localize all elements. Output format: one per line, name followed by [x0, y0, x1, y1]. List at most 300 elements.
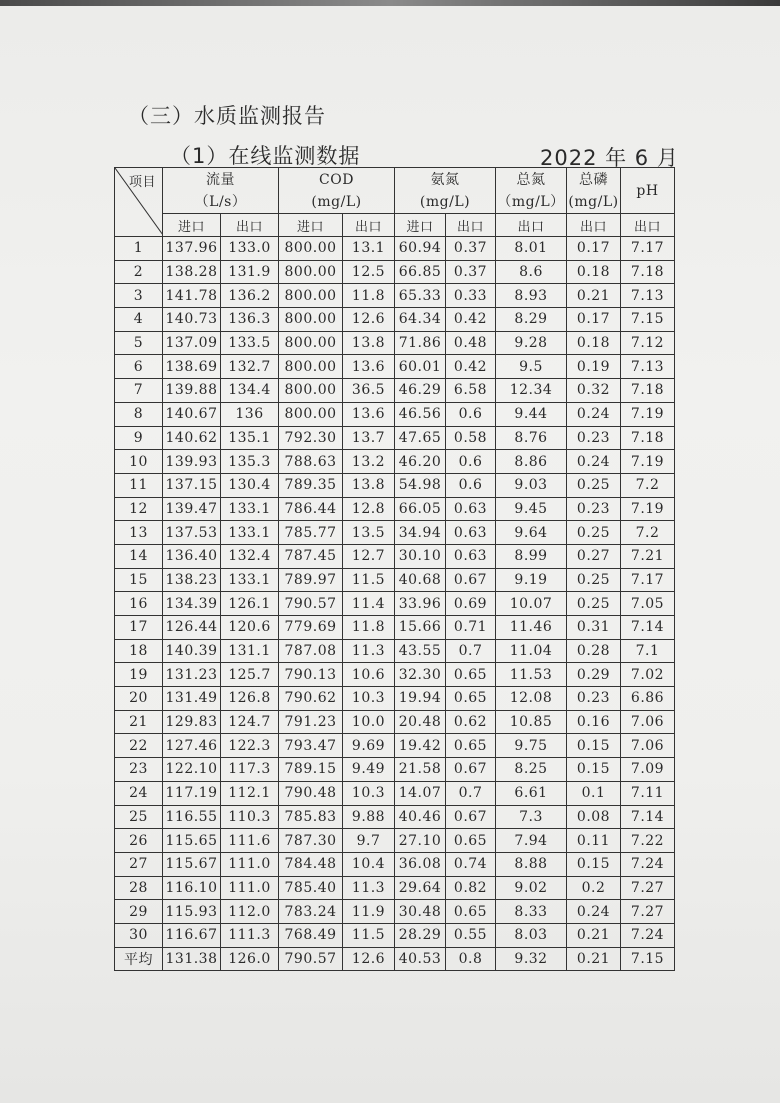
cell-nh3-in: 40.53 — [395, 947, 446, 971]
table-row — [115, 592, 675, 616]
cell-cod-out: 12.8 — [343, 497, 395, 521]
cell-cod-in: 787.30 — [279, 829, 343, 853]
cell-day: 20 — [115, 687, 163, 711]
cell-cod-out: 11.8 — [343, 616, 395, 640]
corner-label-item: 项目 — [128, 175, 156, 190]
cell-tn: 8.01 — [496, 237, 567, 261]
cell-ph: 7.19 — [621, 450, 675, 474]
cell-flow-in: 139.47 — [163, 497, 221, 521]
cell-nh3-out: 0.63 — [446, 497, 496, 521]
table-row — [115, 497, 675, 521]
cell-ph: 7.12 — [621, 331, 675, 355]
cell-tp: 0.28 — [567, 639, 621, 663]
cell-flow-out: 132.4 — [221, 544, 279, 568]
cell-tn: 8.25 — [496, 758, 567, 782]
tn-outlet-header: 出口 — [496, 214, 567, 237]
cell-cod-in: 790.57 — [279, 947, 343, 971]
cell-ph: 7.13 — [621, 355, 675, 379]
table-row — [115, 379, 675, 403]
cell-cod-out: 11.3 — [343, 876, 395, 900]
cell-flow-out: 111.3 — [221, 923, 279, 947]
cell-flow-out: 126.1 — [221, 592, 279, 616]
cell-flow-in: 131.23 — [163, 663, 221, 687]
cell-ph: 7.19 — [621, 497, 675, 521]
cell-flow-out: 134.4 — [221, 379, 279, 403]
cell-nh3-in: 47.65 — [395, 426, 446, 450]
cell-flow-out: 136 — [221, 402, 279, 426]
table-body — [115, 168, 675, 971]
cell-tn: 8.88 — [496, 852, 567, 876]
cell-nh3-in: 40.68 — [395, 568, 446, 592]
cell-flow-out: 132.7 — [221, 355, 279, 379]
cell-cod-in: 800.00 — [279, 355, 343, 379]
cell-day: 23 — [115, 758, 163, 782]
cell-flow-out: 131.9 — [221, 260, 279, 284]
cell-nh3-out: 0.7 — [446, 781, 496, 805]
cell-flow-in: 140.62 — [163, 426, 221, 450]
cell-tn: 9.03 — [496, 473, 567, 497]
cell-cod-in: 800.00 — [279, 237, 343, 261]
ph-header: pH — [621, 168, 675, 214]
cell-cod-in: 768.49 — [279, 923, 343, 947]
cell-flow-out: 126.0 — [221, 947, 279, 971]
cell-nh3-out: 0.37 — [446, 237, 496, 261]
cell-tp: 0.15 — [567, 758, 621, 782]
cell-cod-out: 13.6 — [343, 402, 395, 426]
cell-tp: 0.2 — [567, 876, 621, 900]
cell-tn: 11.46 — [496, 616, 567, 640]
cell-tn: 9.45 — [496, 497, 567, 521]
cell-nh3-out: 0.48 — [446, 331, 496, 355]
cell-flow-in: 131.38 — [163, 947, 221, 971]
corner-header-cell — [115, 168, 163, 237]
cell-tp: 0.24 — [567, 402, 621, 426]
cell-flow-out: 133.5 — [221, 331, 279, 355]
cell-flow-in: 140.73 — [163, 308, 221, 332]
cell-nh3-out: 0.65 — [446, 829, 496, 853]
cell-tp: 0.17 — [567, 308, 621, 332]
cell-flow-in: 137.53 — [163, 521, 221, 545]
cell-day: 13 — [115, 521, 163, 545]
cell-nh3-in: 30.48 — [395, 900, 446, 924]
cell-tp: 0.18 — [567, 331, 621, 355]
cell-cod-in: 789.97 — [279, 568, 343, 592]
cell-ph: 7.11 — [621, 781, 675, 805]
cell-nh3-out: 0.71 — [446, 616, 496, 640]
cell-ph: 7.15 — [621, 947, 675, 971]
cell-flow-in: 127.46 — [163, 734, 221, 758]
cell-day: 3 — [115, 284, 163, 308]
cell-nh3-in: 71.86 — [395, 331, 446, 355]
cell-tp: 0.27 — [567, 544, 621, 568]
cell-flow-out: 135.3 — [221, 450, 279, 474]
flow-unit: （L/s） — [194, 193, 247, 210]
cell-day: 18 — [115, 639, 163, 663]
table-row — [115, 923, 675, 947]
cell-nh3-out: 0.65 — [446, 663, 496, 687]
cell-ph: 7.19 — [621, 402, 675, 426]
cell-cod-in: 790.57 — [279, 592, 343, 616]
cell-cod-in: 787.08 — [279, 639, 343, 663]
cell-ph: 7.17 — [621, 237, 675, 261]
cell-tp: 0.18 — [567, 260, 621, 284]
cell-tn: 8.76 — [496, 426, 567, 450]
cell-cod-out: 13.2 — [343, 450, 395, 474]
cell-nh3-in: 36.08 — [395, 852, 446, 876]
cell-cod-in: 790.13 — [279, 663, 343, 687]
cell-nh3-in: 54.98 — [395, 473, 446, 497]
cell-flow-in: 141.78 — [163, 284, 221, 308]
tp-outlet-header: 出口 — [567, 214, 621, 237]
ammonia-header — [395, 168, 496, 214]
table-row — [115, 734, 675, 758]
cell-cod-in: 784.48 — [279, 852, 343, 876]
cell-nh3-out: 0.6 — [446, 473, 496, 497]
cell-nh3-in: 32.30 — [395, 663, 446, 687]
cell-tp: 0.15 — [567, 734, 621, 758]
cell-flow-out: 112.1 — [221, 781, 279, 805]
cell-day: 15 — [115, 568, 163, 592]
cell-ph: 7.06 — [621, 710, 675, 734]
cell-day: 30 — [115, 923, 163, 947]
cell-cod-out: 12.6 — [343, 947, 395, 971]
cell-cod-out: 13.6 — [343, 355, 395, 379]
cell-tn: 9.28 — [496, 331, 567, 355]
cell-ph: 7.2 — [621, 521, 675, 545]
cell-flow-in: 129.83 — [163, 710, 221, 734]
cell-tn: 8.99 — [496, 544, 567, 568]
table-row — [115, 900, 675, 924]
cell-nh3-in: 15.66 — [395, 616, 446, 640]
cell-nh3-out: 0.6 — [446, 402, 496, 426]
ammonia-outlet-header: 出口 — [446, 214, 496, 237]
cell-tn: 9.5 — [496, 355, 567, 379]
table-row — [115, 521, 675, 545]
cell-flow-in: 131.49 — [163, 687, 221, 711]
cell-cod-out: 13.1 — [343, 237, 395, 261]
cell-ph: 7.27 — [621, 876, 675, 900]
cell-day: 24 — [115, 781, 163, 805]
cell-nh3-in: 30.10 — [395, 544, 446, 568]
table-row — [115, 710, 675, 734]
cell-flow-out: 133.1 — [221, 568, 279, 592]
cell-flow-out: 130.4 — [221, 473, 279, 497]
cell-day: 16 — [115, 592, 163, 616]
cell-nh3-in: 40.46 — [395, 805, 446, 829]
cell-day: 6 — [115, 355, 163, 379]
cell-flow-in: 116.67 — [163, 923, 221, 947]
cell-flow-out: 125.7 — [221, 663, 279, 687]
cell-ph: 7.18 — [621, 260, 675, 284]
cell-flow-in: 136.40 — [163, 544, 221, 568]
cell-tn: 8.6 — [496, 260, 567, 284]
cell-tp: 0.16 — [567, 710, 621, 734]
cell-flow-out: 133.1 — [221, 497, 279, 521]
cell-cod-out: 10.0 — [343, 710, 395, 734]
cell-day: 4 — [115, 308, 163, 332]
cell-ph: 6.86 — [621, 687, 675, 711]
cell-ph: 7.02 — [621, 663, 675, 687]
cell-nh3-out: 0.42 — [446, 355, 496, 379]
cell-nh3-out: 0.33 — [446, 284, 496, 308]
cell-tn: 7.94 — [496, 829, 567, 853]
cell-tp: 0.23 — [567, 497, 621, 521]
cell-day: 9 — [115, 426, 163, 450]
cell-tn: 12.08 — [496, 687, 567, 711]
report-date: 2022 年 6 月 — [540, 146, 679, 170]
cell-nh3-in: 46.56 — [395, 402, 446, 426]
cell-tn: 6.61 — [496, 781, 567, 805]
cell-tn: 7.3 — [496, 805, 567, 829]
cell-day: 17 — [115, 616, 163, 640]
flow-header — [163, 168, 279, 214]
cell-nh3-out: 0.67 — [446, 568, 496, 592]
cell-day: 14 — [115, 544, 163, 568]
ammonia-unit: (mg/L) — [419, 193, 471, 210]
cell-nh3-out: 6.58 — [446, 379, 496, 403]
cell-nh3-in: 64.34 — [395, 308, 446, 332]
flow-inlet-header: 进口 — [163, 214, 221, 237]
cell-nh3-in: 19.94 — [395, 687, 446, 711]
cell-cod-in: 800.00 — [279, 379, 343, 403]
cell-cod-in: 792.30 — [279, 426, 343, 450]
cell-flow-in: 116.55 — [163, 805, 221, 829]
cell-flow-out: 133.0 — [221, 237, 279, 261]
cell-ph: 7.09 — [621, 758, 675, 782]
cell-nh3-out: 0.37 — [446, 260, 496, 284]
cell-tp: 0.25 — [567, 568, 621, 592]
cell-cod-in: 783.24 — [279, 900, 343, 924]
cell-day: 22 — [115, 734, 163, 758]
cell-cod-out: 13.8 — [343, 473, 395, 497]
tp-label: 总磷 — [579, 171, 609, 188]
cell-tp: 0.24 — [567, 900, 621, 924]
cell-tn: 10.07 — [496, 592, 567, 616]
cell-tp: 0.1 — [567, 781, 621, 805]
table-row — [115, 355, 675, 379]
cell-cod-out: 10.6 — [343, 663, 395, 687]
cell-cod-in: 789.35 — [279, 473, 343, 497]
table-row — [115, 473, 675, 497]
table-row — [115, 426, 675, 450]
cell-nh3-out: 0.69 — [446, 592, 496, 616]
cell-day: 11 — [115, 473, 163, 497]
cell-flow-out: 122.3 — [221, 734, 279, 758]
cell-flow-in: 117.19 — [163, 781, 221, 805]
cell-ph: 7.14 — [621, 616, 675, 640]
cell-tp: 0.11 — [567, 829, 621, 853]
cell-day: 1 — [115, 237, 163, 261]
cell-tp: 0.25 — [567, 592, 621, 616]
cell-cod-out: 11.3 — [343, 639, 395, 663]
cell-day: 5 — [115, 331, 163, 355]
table-row — [115, 781, 675, 805]
cell-nh3-in: 29.64 — [395, 876, 446, 900]
cell-cod-out: 11.9 — [343, 900, 395, 924]
cell-tp: 0.32 — [567, 379, 621, 403]
cell-flow-in: 138.23 — [163, 568, 221, 592]
cell-cod-out: 9.7 — [343, 829, 395, 853]
cell-cod-in: 786.44 — [279, 497, 343, 521]
cell-cod-in: 787.45 — [279, 544, 343, 568]
cell-flow-in: 126.44 — [163, 616, 221, 640]
cell-cod-out: 9.69 — [343, 734, 395, 758]
cell-tp: 0.29 — [567, 663, 621, 687]
table-row — [115, 237, 675, 261]
table-row — [115, 805, 675, 829]
cell-ph: 7.14 — [621, 805, 675, 829]
header-row-1 — [115, 168, 675, 214]
cell-nh3-in: 66.85 — [395, 260, 446, 284]
cell-nh3-out: 0.42 — [446, 308, 496, 332]
cell-nh3-in: 46.29 — [395, 379, 446, 403]
section-title: （三）水质监测报告 — [128, 104, 326, 128]
cell-nh3-in: 27.10 — [395, 829, 446, 853]
cell-ph: 7.27 — [621, 900, 675, 924]
cell-cod-out: 11.4 — [343, 592, 395, 616]
cell-day: 29 — [115, 900, 163, 924]
cell-day: 26 — [115, 829, 163, 853]
cell-tp: 0.08 — [567, 805, 621, 829]
cell-nh3-out: 0.6 — [446, 450, 496, 474]
cell-flow-in: 122.10 — [163, 758, 221, 782]
table-row — [115, 852, 675, 876]
ph-outlet-header: 出口 — [621, 214, 675, 237]
cod-outlet-header: 出口 — [343, 214, 395, 237]
flow-label: 流量 — [206, 171, 235, 188]
cell-cod-out: 9.49 — [343, 758, 395, 782]
cell-cod-in: 800.00 — [279, 284, 343, 308]
cell-cod-out: 13.5 — [343, 521, 395, 545]
cell-tn: 9.64 — [496, 521, 567, 545]
cell-cod-in: 790.48 — [279, 781, 343, 805]
cell-ph: 7.17 — [621, 568, 675, 592]
cell-flow-in: 140.67 — [163, 402, 221, 426]
cell-cod-out: 36.5 — [343, 379, 395, 403]
table-row — [115, 284, 675, 308]
cell-cod-out: 12.6 — [343, 308, 395, 332]
table-row — [115, 829, 675, 853]
cell-ph: 7.18 — [621, 426, 675, 450]
cell-flow-in: 115.67 — [163, 852, 221, 876]
cell-flow-in: 139.88 — [163, 379, 221, 403]
cell-flow-in: 116.10 — [163, 876, 221, 900]
cod-unit: (mg/L) — [311, 193, 362, 210]
cell-flow-out: 135.1 — [221, 426, 279, 450]
table-row — [115, 876, 675, 900]
cell-tp: 0.19 — [567, 355, 621, 379]
cell-nh3-out: 0.65 — [446, 687, 496, 711]
cell-nh3-in: 46.20 — [395, 450, 446, 474]
cell-nh3-out: 0.67 — [446, 805, 496, 829]
top-edge-shadow — [0, 0, 780, 6]
cell-cod-out: 12.7 — [343, 544, 395, 568]
cell-cod-in: 800.00 — [279, 308, 343, 332]
cell-tp: 0.31 — [567, 616, 621, 640]
table-row — [115, 402, 675, 426]
cell-cod-in: 788.63 — [279, 450, 343, 474]
cell-tn: 9.44 — [496, 402, 567, 426]
cell-flow-out: 111.6 — [221, 829, 279, 853]
cell-nh3-in: 60.94 — [395, 237, 446, 261]
cell-nh3-out: 0.67 — [446, 758, 496, 782]
cell-flow-out: 112.0 — [221, 900, 279, 924]
cell-cod-in: 800.00 — [279, 331, 343, 355]
cell-tn: 9.32 — [496, 947, 567, 971]
cell-day: 28 — [115, 876, 163, 900]
cell-day: 8 — [115, 402, 163, 426]
cell-day: 10 — [115, 450, 163, 474]
cell-nh3-out: 0.55 — [446, 923, 496, 947]
cell-flow-in: 138.69 — [163, 355, 221, 379]
cell-flow-out: 120.6 — [221, 616, 279, 640]
cell-flow-in: 115.93 — [163, 900, 221, 924]
cell-cod-in: 790.62 — [279, 687, 343, 711]
cell-tn: 8.93 — [496, 284, 567, 308]
cod-header — [279, 168, 395, 214]
table-row — [115, 639, 675, 663]
cell-nh3-in: 33.96 — [395, 592, 446, 616]
cell-tp: 0.25 — [567, 521, 621, 545]
cell-nh3-in: 21.58 — [395, 758, 446, 782]
cell-cod-out: 13.7 — [343, 426, 395, 450]
cell-nh3-in: 66.05 — [395, 497, 446, 521]
cell-ph: 7.1 — [621, 639, 675, 663]
cell-ph: 7.06 — [621, 734, 675, 758]
table-row — [115, 331, 675, 355]
cell-ph: 7.24 — [621, 923, 675, 947]
cell-tp: 0.21 — [567, 284, 621, 308]
cell-tp: 0.25 — [567, 473, 621, 497]
cell-nh3-out: 0.62 — [446, 710, 496, 734]
monitoring-data-table — [114, 167, 675, 971]
cell-flow-in: 137.09 — [163, 331, 221, 355]
cell-nh3-out: 0.65 — [446, 734, 496, 758]
cell-nh3-in: 60.01 — [395, 355, 446, 379]
cell-flow-in: 138.28 — [163, 260, 221, 284]
cell-tp: 0.17 — [567, 237, 621, 261]
cell-nh3-out: 0.74 — [446, 852, 496, 876]
ammonia-label: 氨氮 — [430, 171, 460, 188]
cell-nh3-out: 0.65 — [446, 900, 496, 924]
cell-day: 21 — [115, 710, 163, 734]
cell-tn: 12.34 — [496, 379, 567, 403]
cell-cod-in: 785.40 — [279, 876, 343, 900]
cell-flow-out: 136.2 — [221, 284, 279, 308]
cell-nh3-in: 34.94 — [395, 521, 446, 545]
cell-nh3-in: 43.55 — [395, 639, 446, 663]
table-row — [115, 663, 675, 687]
cell-flow-out: 124.7 — [221, 710, 279, 734]
cell-flow-out: 126.8 — [221, 687, 279, 711]
table-row — [115, 568, 675, 592]
cell-nh3-in: 28.29 — [395, 923, 446, 947]
cell-cod-out: 11.8 — [343, 284, 395, 308]
cell-tp: 0.21 — [567, 947, 621, 971]
cell-tn: 8.03 — [496, 923, 567, 947]
cell-flow-in: 139.93 — [163, 450, 221, 474]
cell-cod-out: 10.3 — [343, 781, 395, 805]
table-row — [115, 687, 675, 711]
cell-cod-in: 791.23 — [279, 710, 343, 734]
cell-cod-out: 13.8 — [343, 331, 395, 355]
cell-flow-out: 136.3 — [221, 308, 279, 332]
cell-cod-in: 785.77 — [279, 521, 343, 545]
ammonia-inlet-header: 进口 — [395, 214, 446, 237]
cell-tp: 0.23 — [567, 687, 621, 711]
cell-cod-out: 10.3 — [343, 687, 395, 711]
cell-tn: 9.02 — [496, 876, 567, 900]
